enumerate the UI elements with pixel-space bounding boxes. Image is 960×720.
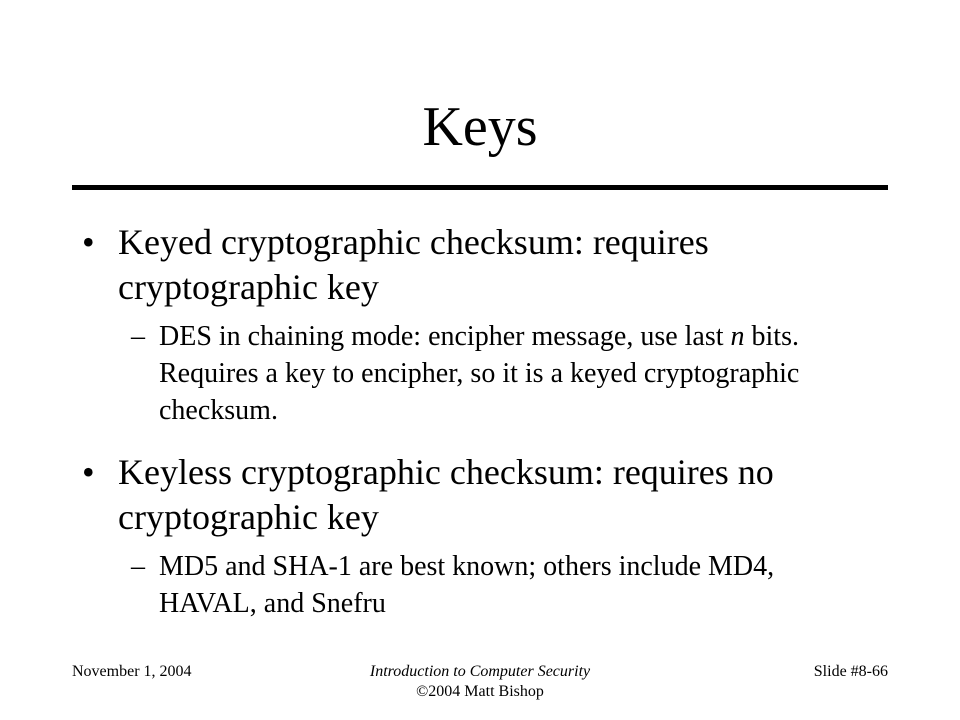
bullet-keyed-checksum [82,220,882,310]
bullet-keyless-checksum [82,450,882,540]
title-divider [72,185,888,190]
bullet-mark: • [82,452,95,492]
subbullet-text [159,318,871,429]
slide-title: Keys [422,96,538,158]
bullet-mark: • [82,222,95,262]
subbullet-mark: – [131,551,145,582]
subbullet-mark: – [131,321,145,352]
subbullet-text: MD5 and SHA-1 are best known; others include MD4, HAVAL, and Snefru [159,551,775,619]
footer-course [280,662,680,702]
subbullet-text-part: bits. Requires a key to encipher, so it is a keyed cryptographic checksum. [159,321,800,426]
variable-n: n [730,321,745,352]
footer-copyright: ©2004 Matt Bishop [416,683,544,700]
subbullet-des-chaining [131,318,871,429]
footer-date: November 1, 2004 [72,663,192,680]
footer-slide-number: Slide #8-66 [813,663,888,680]
bullet-text: Keyless cryptographic checksum: requires no cryptographic key [118,452,774,537]
subbullet-text-part: DES in chaining mode: encipher message, use last [159,321,731,352]
bullet-text: Keyed cryptographic checksum: requires cryptographic key [118,222,709,307]
subbullet-md5-sha1 [131,548,871,622]
footer-course-title: Introduction to Computer Security [369,663,591,680]
